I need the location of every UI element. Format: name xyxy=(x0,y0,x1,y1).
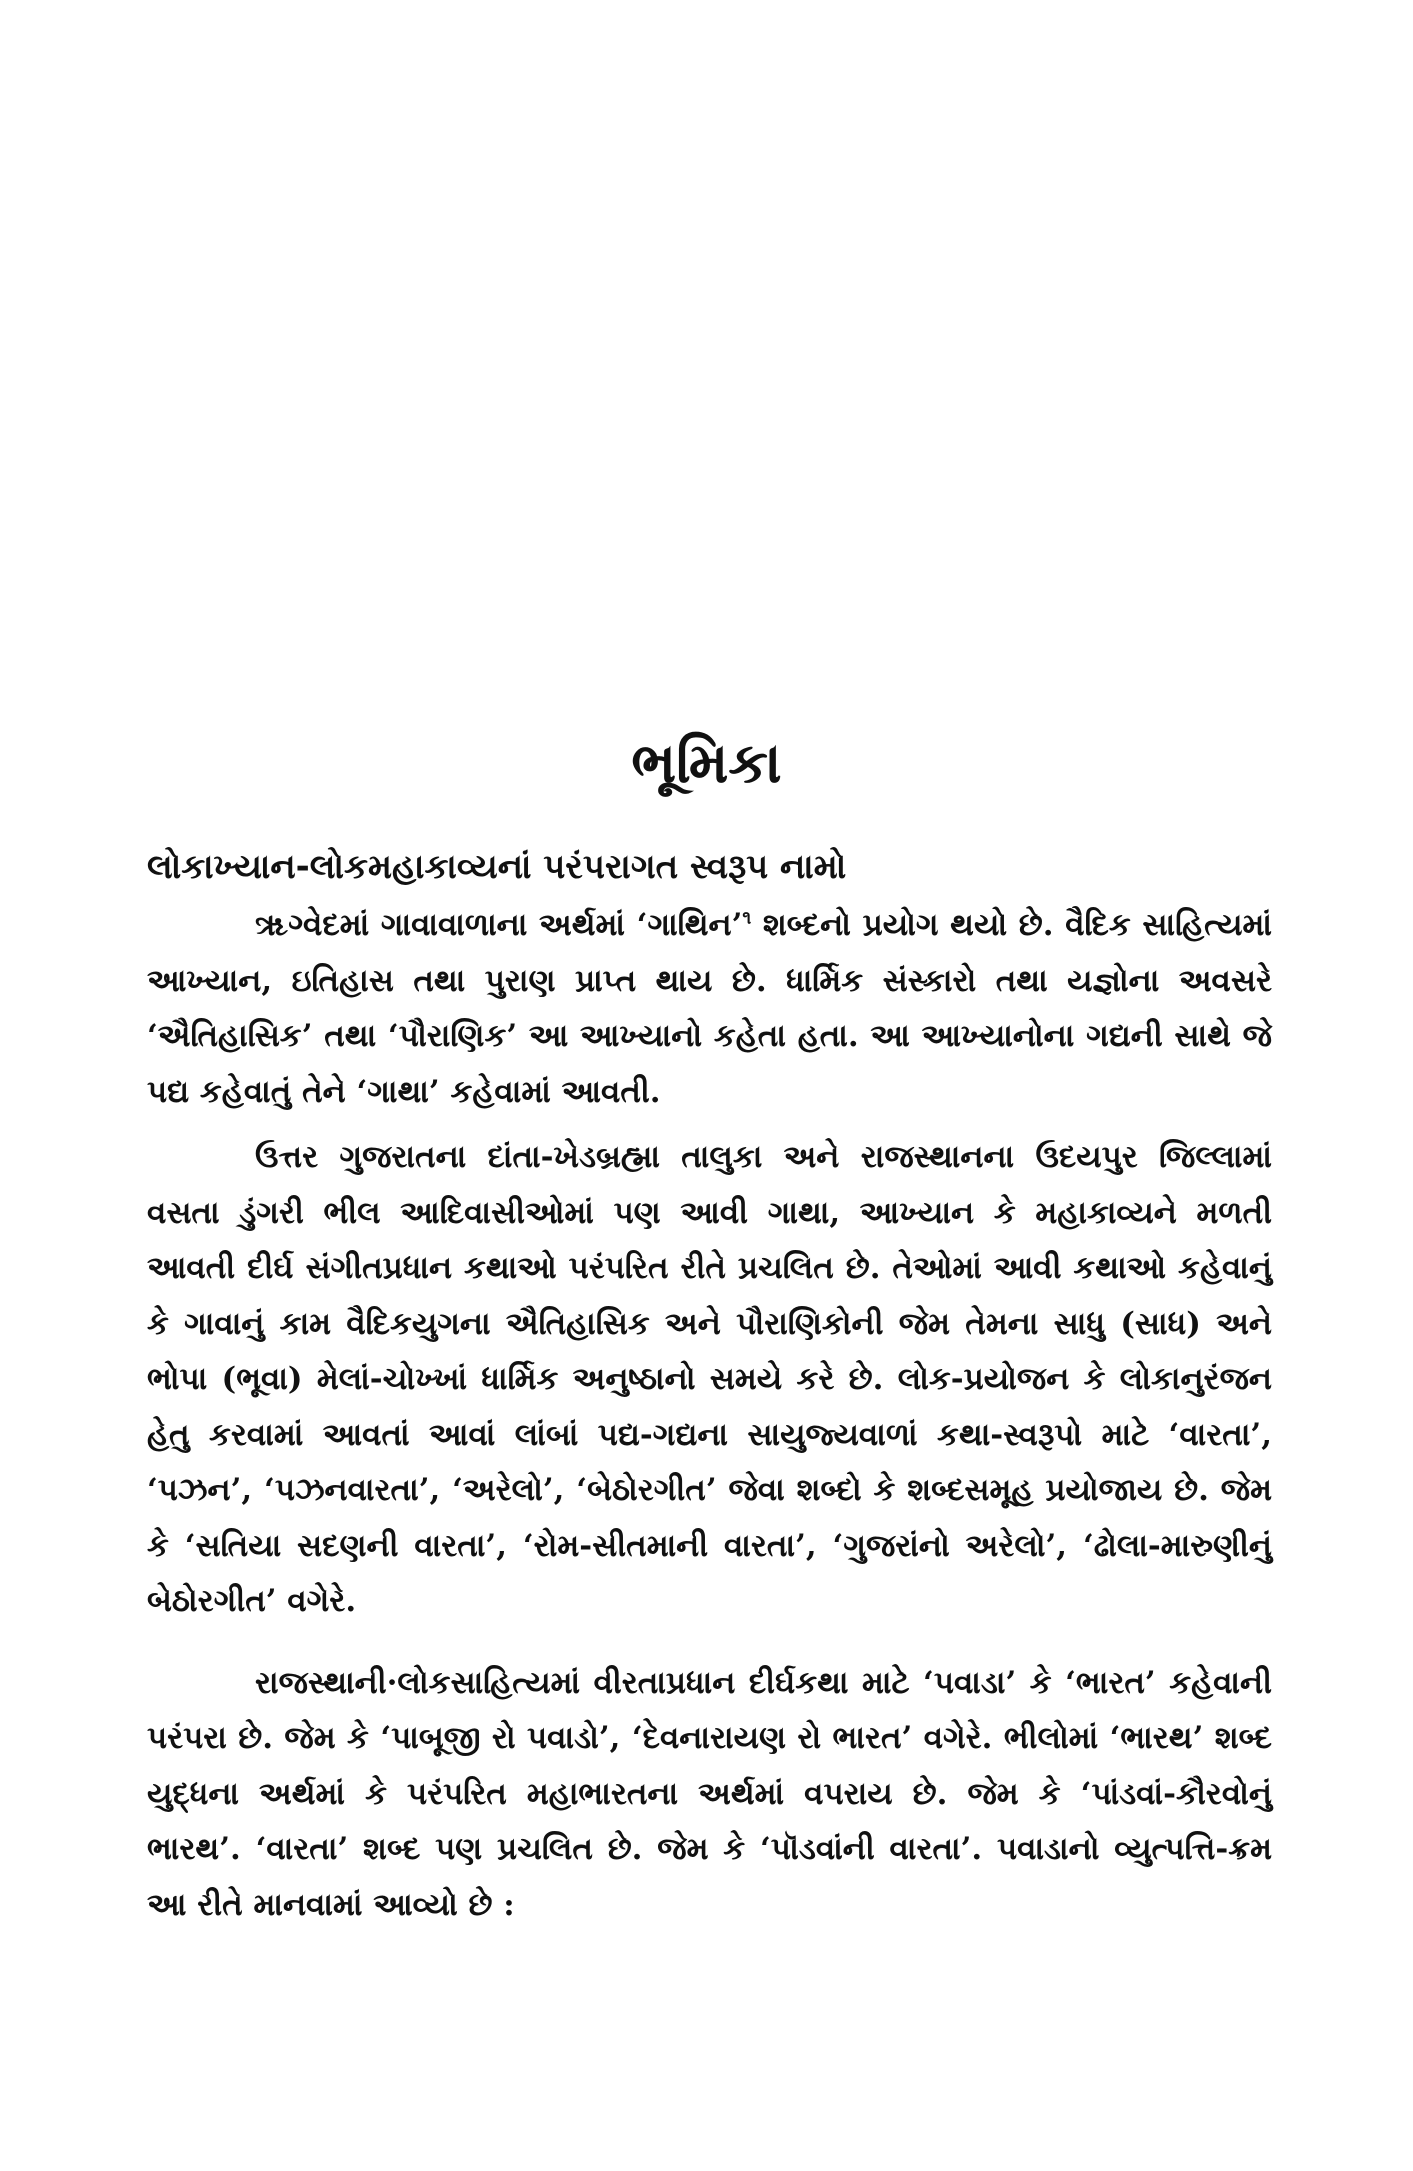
paragraph-1 xyxy=(147,898,1272,1120)
paragraph-2: ઉત્તર ગુજરાતના દાંતા-ખેડબ્રહ્મા તાલુકા અને રાજસ્થાનના ઉદયપુર જિલ્લામાં વસતા ડુંગરી ભીલ આદિવાસીઓમાં પણ આવી ગાથા, આખ્યાન કે મહાકાવ્યને મળતી આવતી દીર્ઘ સંગીતપ્રધાન કથાઓ પરંપરિત રીતે પ્રચલિત છે. તેઓમાં આવી કથાઓ કહેવાનું કે ગાવાનું કામ વૈદિકયુગના ઐતિહાસિક અને પૌરાણિકોની જેમ તેમના સાધુ (સાધ) અને ભોપા (ભૂવા) મેલાં-ચોખ્ખાં ધાર્મિક અનુષ્ઠાનો સમયે કરે છે. લોક-પ્રયોજન કે લોકાનુરંજન હેતુ કરવામાં આવતાં આવાં લાંબાં પદ્ય-ગદ્યના સાયુજ્યવાળાં કથા-સ્વરૂપો માટે ‘વારતા’, ‘પઝન’, ‘પઝનવારતા’, ‘અરેલો’, ‘બેઠોરગીત’ જેવા શબ્દો કે શબ્દસમૂહ પ્રયોજાય છે. જેમ કે ‘સતિયા સદણની વારતા’, ‘રોમ-સીતમાની વારતા’, ‘ગુજરાંનો અરેલો’, ‘ઢોલા-મારુણીનું બેઠોરગીત’ વગેરે. xyxy=(147,1139,1272,1619)
body-text xyxy=(147,898,1272,1933)
page-title: ભૂમિકા xyxy=(631,731,782,796)
paragraph-3: રાજસ્થાની·લોકસાહિત્યમાં વીરતાપ્રધાન દીર્ઘકથા માટે ‘પવાડા’ કે ‘ભારત’ કહેવાની પરંપરા છે. જેમ કે ‘પાબૂજી રો પવાડો’, ‘દેવનારાયણ રો ભારત’ વગેરે. ભીલોમાં ‘ભારથ’ શબ્દ યુદ્ધના અર્થમાં કે પરંપરિત મહાભારતના અર્થમાં વપરાય છે. જેમ કે ‘પાંડવાં-કૌરવોનું ભારથ’. ‘વારતા’ શબ્દ પણ પ્રચલિત છે. જેમ કે ‘પૉડવાંની વારતા’. પવાડાનો વ્યુત્પત્તિ-ક્રમ આ રીતે માનવામાં આવ્યો છે : xyxy=(147,1664,1272,1923)
section-heading: લોકાખ્યાન-લોકમહાકાવ્યનાં પરંપરાગત સ્વરૂપ નામો xyxy=(147,847,847,887)
paragraph-1-text-a: ૠગ્વેદમાં ગાવાવાળાના અર્થમાં ‘ગાથિન’ xyxy=(255,907,743,943)
footnote-ref-1: ૧ xyxy=(742,907,752,929)
paragraph-1-text-b: શબ્દનો પ્રયોગ થયો છે. વૈદિક સાહિત્યમાં આખ્યાન, ઇતિહાસ તથા પુરાણ પ્રાપ્ત થાય છે. ધાર્મિક સંસ્કારો તથા યજ્ઞોના અવસરે ‘ઐતિહાસિક’ તથા ‘પૌરાણિક’ આ આખ્યાનો કહેતા હતા. આ આખ્યાનોના ગદ્યની સાથે જે પદ્ય કહેવાતું તેને ‘ગાથા’ કહેવામાં આવતી. xyxy=(147,907,1272,1110)
